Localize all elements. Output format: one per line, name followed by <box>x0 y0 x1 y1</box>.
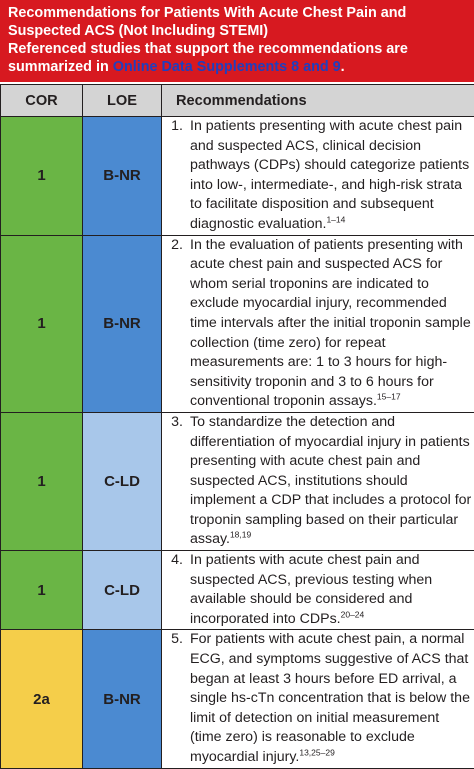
table-title: Recommendations for Patients With Acute Chest Pain and Suspected ACS (Not Including STEMI) <box>8 4 468 40</box>
reference-superscript: 13,25–29 <box>299 747 334 757</box>
recommendation-number: 4. <box>162 551 190 629</box>
recommendations-table <box>0 84 474 769</box>
reference-superscript: 18,19 <box>230 530 251 540</box>
recommendation-cell <box>162 117 474 236</box>
cor-cell: 1 <box>1 551 83 630</box>
loe-cell: B-NR <box>83 630 162 768</box>
recommendation-cell <box>162 551 474 630</box>
table-row <box>1 630 474 768</box>
recommendation-text: For patients with acute chest pain, a normal ECG, and symptoms suggestive of ACS that began at least 3 hours before ED arrival, a single hs-cTn concentration that is below the limit of detection on initial measurement (time zero) is reasonable to exclude myocardial injury. <box>190 631 470 765</box>
recommendations-header: Recommendations <box>162 85 474 117</box>
table-title-banner <box>0 0 474 82</box>
recommendation-number: 3. <box>162 413 190 550</box>
cor-header: COR <box>1 85 83 117</box>
table-row <box>1 117 474 236</box>
subtitle-text: Referenced studies that support the recommendations are summarized in <box>8 41 408 75</box>
recommendation-text: To standardize the detection and differentiation of myocardial injury in patients presenting with acute chest pain and suspected ACS, institutions should implement a CDP that includes a protocol for troponin sampling based on their particular assay. <box>190 414 471 548</box>
cor-cell: 2a <box>1 630 83 768</box>
cor-cell: 1 <box>1 412 83 550</box>
data-supplements-link[interactable]: Online Data Supplements 8 and 9 <box>113 59 341 75</box>
loe-cell: B-NR <box>83 117 162 236</box>
table-row <box>1 551 474 630</box>
loe-cell: C-LD <box>83 551 162 630</box>
recommendation-number: 2. <box>162 236 190 412</box>
loe-cell: C-LD <box>83 412 162 550</box>
reference-superscript: 15–17 <box>377 392 401 402</box>
reference-superscript: 1–14 <box>326 214 345 224</box>
loe-cell: B-NR <box>83 235 162 412</box>
table-row <box>1 412 474 550</box>
loe-header: LOE <box>83 85 162 117</box>
recommendation-text: In the evaluation of patients presenting with acute chest pain and suspected ACS for whom serial troponins are indicated to exclude myocardial injury, recommended time intervals after the initial troponin sample collection (time zero) for repeat measurements are: 1 to 3 hours for high-sensitivity troponin and 3 to 6 hours for conventional troponin assays. <box>190 237 471 410</box>
recommendation-text: In patients presenting with acute chest pain and suspected ACS, clinical decision pathways (CDPs) should categorize patients into low-, intermediate-, and high-risk strata to facilitate disposition and subsequent diagnostic evaluation. <box>190 118 469 232</box>
recommendation-cell <box>162 412 474 550</box>
reference-superscript: 20–24 <box>341 609 365 619</box>
recommendation-number: 5. <box>162 630 190 767</box>
cor-cell: 1 <box>1 117 83 236</box>
table-row <box>1 235 474 412</box>
recommendation-number: 1. <box>162 117 190 235</box>
table-subtitle <box>8 40 468 76</box>
recommendation-text: In patients with acute chest pain and suspected ACS, previous testing when available should be considered and incorporated into CDPs. <box>190 552 432 627</box>
recommendation-cell <box>162 630 474 768</box>
subtitle-period: . <box>341 59 345 75</box>
cor-cell: 1 <box>1 235 83 412</box>
header-row <box>1 85 474 117</box>
recommendation-cell <box>162 235 474 412</box>
